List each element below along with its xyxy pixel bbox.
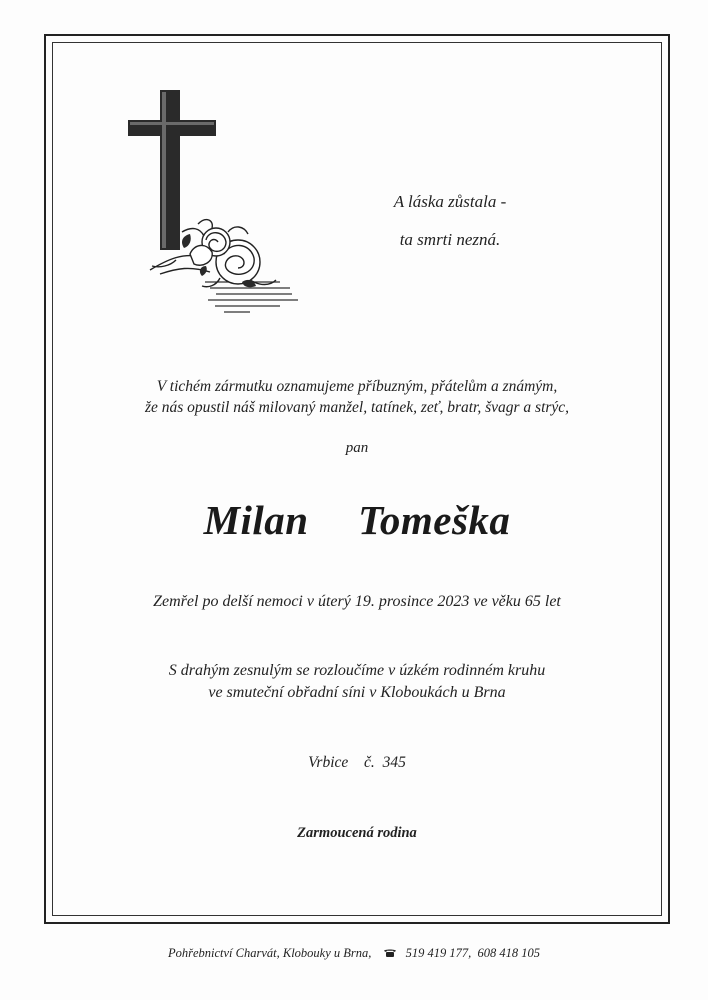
cross-with-roses-icon	[120, 82, 300, 322]
deceased-name: Milan Tomeška	[203, 497, 511, 543]
announcement-line-2: že nás opustil náš milovaný manžel, tatínek, zeť, bratr, švagr a strýc,	[144, 399, 570, 416]
motto-line-2: ta smrti nezná.	[399, 230, 501, 249]
mourners-signature: Zarmoucená rodina	[297, 825, 417, 841]
motto-line-1: A láska zůstala -	[393, 192, 507, 211]
death-details: Zemřel po delší nemoci v úterý 19. prosince 2023 ve věku 65 let	[153, 593, 561, 610]
farewell-line-2: ve smuteční obřadní síni v Kloboukách u Brna	[208, 684, 506, 701]
farewell-line-1: S drahým zesnulým se rozloučíme v úzkém rodinném kruhu	[168, 662, 546, 679]
phone-numbers: 519 419 177, 608 418 105	[405, 946, 541, 960]
announcement-line-1: V tichém zármutku oznamujeme příbuzným, přátelům a známým,	[156, 378, 558, 395]
funeral-company: Pohřebnictví Charvát, Klobouky u Brna,	[167, 946, 372, 960]
address: Vrbice č. 345	[308, 754, 406, 771]
footer	[0, 946, 708, 961]
honorific: pan	[345, 440, 369, 456]
cross-icon	[128, 90, 216, 250]
telephone-icon	[383, 948, 397, 958]
